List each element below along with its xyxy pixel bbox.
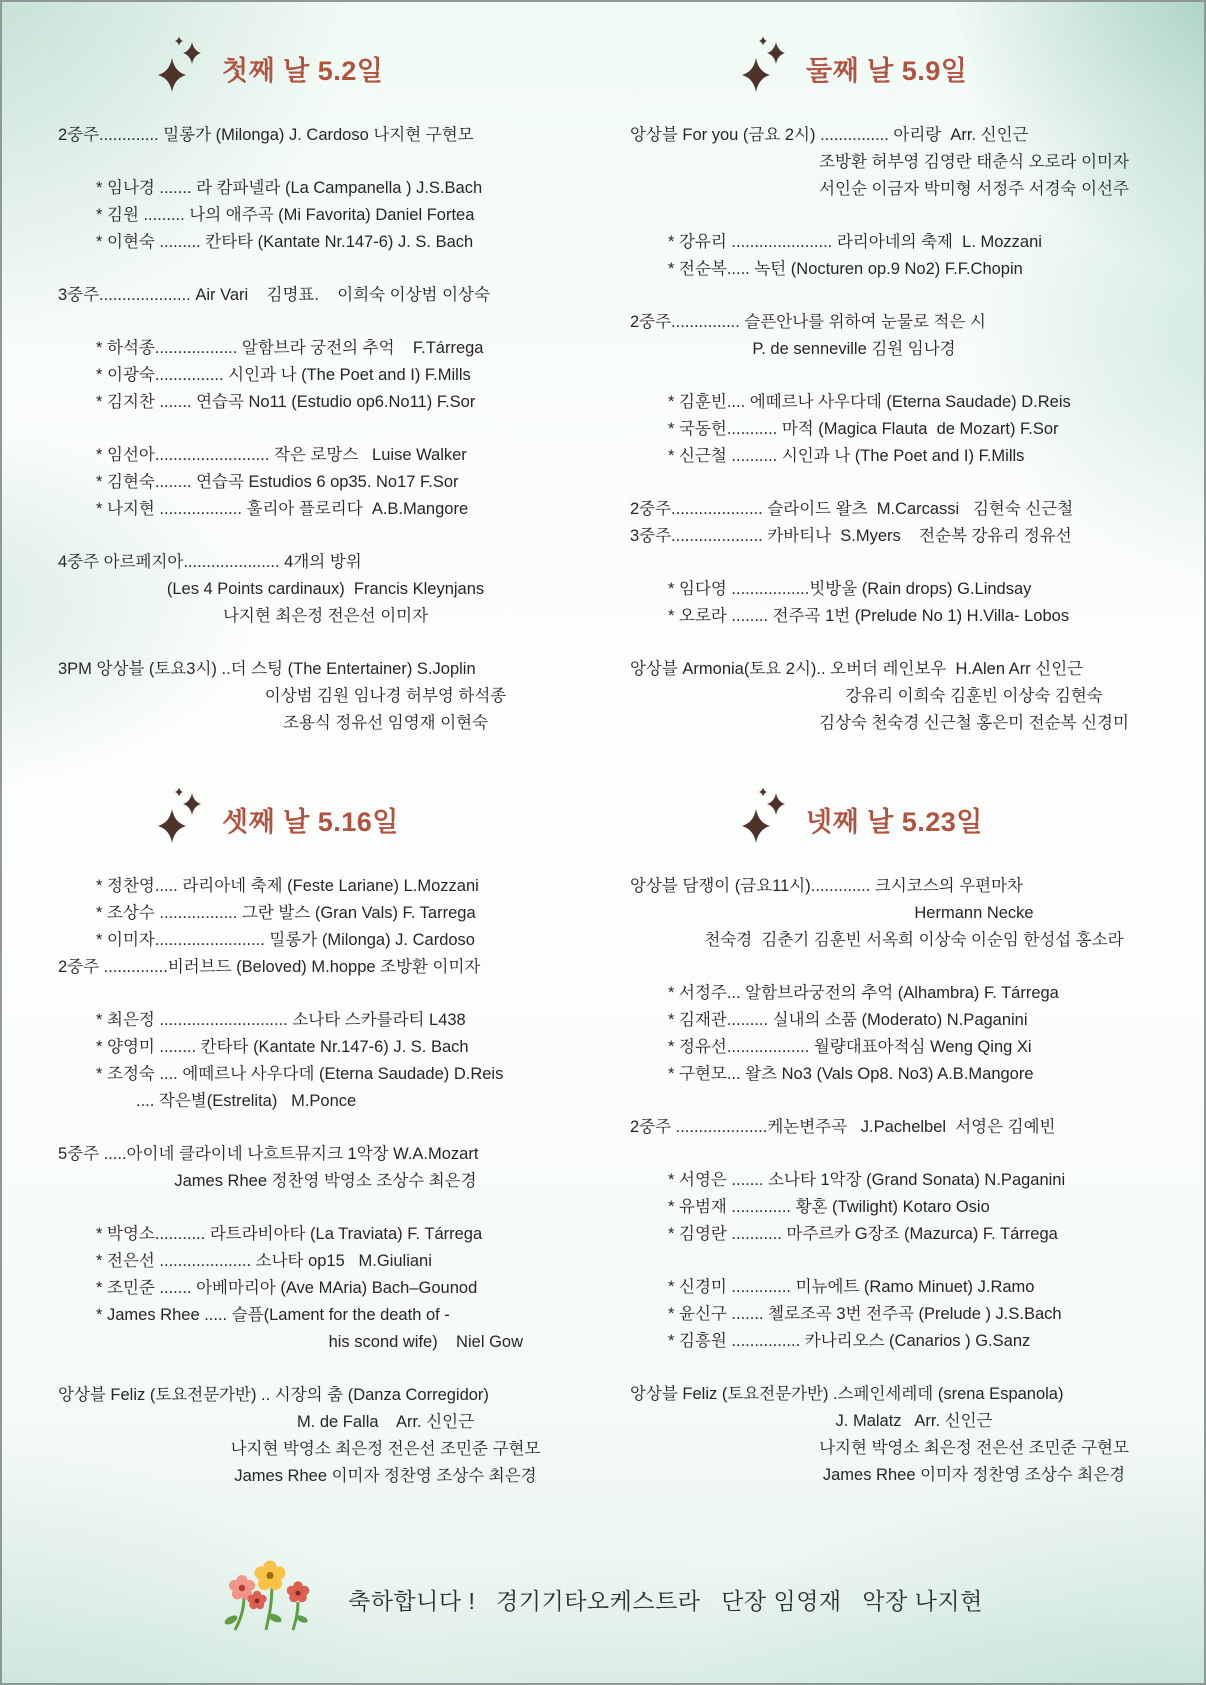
program-line: 이상범 김원 임나경 허부영 하석종: [264, 687, 507, 705]
program-line: * 조정숙 .... 에떼르나 사우다데 (Eterna Saudade) D.Reis: [96, 1065, 504, 1083]
program-line: James Rhee 이미자 정찬영 조상수 최은경: [234, 1467, 537, 1485]
program-line: 3중주.................... Air Vari 김명표. 이희숙 이상범 이상숙: [58, 286, 490, 304]
section-day-1: [2, 38, 603, 737]
program-line: 조방환 허부영 김영란 태춘식 오로라 이미자: [819, 153, 1129, 171]
program-line: * 서영은 ....... 소나타 1악장 (Grand Sonata) N.Paganini: [668, 1171, 1066, 1189]
program-line: * 윤신구 ....... 첼로조곡 3번 전주곡 (Prelude ) J.S.Bach: [668, 1305, 1062, 1323]
program-line: * 조민준 ....... 아베마리아 (Ave MAria) Bach–Gounod: [96, 1279, 478, 1297]
program-line: 3중주.................... 카바티나 S.Myers 전순복 강유리 정유선: [630, 527, 1072, 545]
footer: [224, 1560, 1204, 1639]
program-line: 앙상블 담쟁이 (금요11시)............. 크시코스의 우편마차: [630, 877, 1023, 895]
program-line: 강유리 이희숙 김훈빈 이상숙 김현숙: [845, 687, 1103, 705]
program-line: 앙상블 For you (금요 2시) ............... 아리랑 Arr. 신인근: [630, 126, 1029, 144]
section-title: 셋째 날 5.16일: [222, 806, 399, 837]
section-day-4: [603, 789, 1204, 1490]
program-line: * 양영미 ........ 칸타타 (Kantate Nr.147-6) J. S. Bach: [96, 1038, 469, 1056]
program-line: * 정유선.................. 월량대표아적심 Weng Qing Xi: [668, 1038, 1032, 1056]
program-line: * 조상수 ................. 그란 발스 (Gran Vals) F. Tarrega: [96, 904, 476, 922]
program-line: 나지현 최은정 전은선 이미자: [222, 607, 429, 625]
program-line: * 국동헌........... 마적 (Magica Flauta de Mozart) F.Sor: [668, 420, 1059, 438]
flowers-icon: [224, 1560, 328, 1639]
program-line: * 최은정 ............................ 소나타 스카를라티 L438: [96, 1011, 466, 1029]
program-line: * 신경미 ............. 미뉴에트 (Ramo Minuet) J.Ramo: [668, 1278, 1035, 1296]
program-line: James Rhee 정찬영 박영소 조상수 최은경: [174, 1172, 477, 1190]
program-line: 2중주............... 슬픈안나를 위하여 눈물로 적은 시: [630, 313, 986, 331]
sparkle-icon: [738, 787, 790, 852]
program-line: * 전순복..... 녹턴 (Nocturen op.9 No2) F.F.Chopin: [668, 260, 1023, 278]
section-title: 둘째 날 5.9일: [806, 55, 968, 86]
program-line: 2중주.................... 슬라이드 왈츠 M.Carcassi 김현숙 신근철: [630, 500, 1074, 518]
sparkle-icon: [738, 36, 790, 101]
program-line: * 하석종.................. 알함브라 궁전의 추억 F.Tárrega: [96, 339, 484, 357]
section-day-3: [2, 789, 603, 1490]
program-line: M. de Falla Arr. 신인근: [296, 1413, 475, 1431]
section-header: [738, 38, 1198, 98]
program-line: * 신근철 .......... 시인과 나 (The Poet and I) F.Mills: [668, 447, 1025, 465]
program-line: 천숙경 김춘기 김훈빈 서옥희 이상숙 이순임 한성섭 홍소라: [704, 931, 1124, 949]
section-title: 첫째 날 5.2일: [222, 55, 384, 86]
program-line: 김상숙 천숙경 신근철 홍은미 전순복 신경미: [819, 714, 1129, 732]
program-line: his scond wife) Niel Gow: [328, 1333, 523, 1351]
program-line: * 박영소........... 라트라비아타 (La Traviata) F. Tárrega: [96, 1225, 483, 1243]
sparkle-icon: [154, 787, 206, 852]
program-line: 2중주............. 밀롱가 (Milonga) J. Cardoso 나지현 구현모: [58, 126, 474, 144]
section-body: [630, 873, 1198, 1489]
program-line: 3PM 앙상블 (토요3시) ..더 스팅 (The Entertainer) S.Joplin: [58, 660, 476, 678]
program-line: * 김지찬 ....... 연습곡 No11 (Estudio op6.No11) F.Sor: [96, 393, 476, 411]
program-line: 2중주 ..............비러브드 (Beloved) M.hoppe 조방환 이미자: [58, 958, 481, 976]
program-grid: [2, 2, 1204, 1490]
program-line: * 임선아......................... 작은 로망스 Luise Walker: [96, 446, 467, 464]
program-line: * 이미자........................ 밀롱가 (Milonga) J. Cardoso: [96, 931, 475, 949]
program-line: * 김흥원 ............... 카나리오스 (Canarios ) G.Sanz: [668, 1332, 1031, 1350]
program-line: 5중주 .....아이네 클라이네 나흐트뮤지크 1악장 W.A.Mozart: [58, 1145, 479, 1163]
section-day-2: [603, 38, 1204, 737]
program-line: .... 작은별(Estrelita) M.Ponce: [136, 1092, 357, 1110]
program-line: * 오로라 ........ 전주곡 1번 (Prelude No 1) H.Villa- Lobos: [668, 607, 1070, 625]
congrats-text: 축하합니다 ! 경기기타오케스트라 단장 임영재 악장 나지현: [348, 1588, 983, 1614]
program-line: 나지현 박영소 최은정 전은선 조민준 구현모: [819, 1439, 1129, 1457]
program-line: * 이광숙............... 시인과 나 (The Poet and I) F.Mills: [96, 366, 471, 384]
section-body: [58, 122, 593, 737]
section-title: 넷째 날 5.23일: [806, 806, 983, 837]
program-line: * 나지현 .................. 훌리아 플로리다 A.B.Mangore: [96, 500, 469, 518]
program-line: * 김훈빈.... 에떼르나 사우다데 (Eterna Saudade) D.Reis: [668, 393, 1071, 411]
program-line: P. de senneville 김원 임나경: [752, 340, 956, 358]
section-body: [58, 873, 593, 1490]
section-header: [154, 38, 593, 98]
program-line: 나지현 박영소 최은정 전은선 조민준 구현모: [230, 1440, 541, 1458]
program-line: 2중주 ....................케논변주곡 J.Pachelbel 서영은 김예빈: [630, 1118, 1056, 1136]
program-line: 앙상블 Feliz (토요전문가반) .. 시장의 춤 (Danza Corregidor): [58, 1386, 489, 1404]
sparkle-icon: [154, 36, 206, 101]
program-line: 조용식 정유선 임영재 이현숙: [282, 714, 489, 732]
program-line: * 김재관......... 실내의 소품 (Moderato) N.Paganini: [668, 1011, 1028, 1029]
program-line: James Rhee 이미자 정찬영 조상수 최은경: [822, 1466, 1126, 1484]
section-header: [738, 789, 1198, 849]
program-line: * 이현숙 ......... 칸타타 (Kantate Nr.147-6) J. S. Bach: [96, 233, 474, 251]
program-line: * 정찬영..... 라리아네 축제 (Feste Lariane) L.Mozzani: [96, 877, 479, 895]
section-header: [154, 789, 593, 849]
program-line: (Les 4 Points cardinaux) Francis Kleynjans: [166, 580, 485, 598]
program-line: * 김영란 ........... 마주르카 G장조 (Mazurca) F. Tárrega: [668, 1225, 1058, 1243]
program-line: J. Malatz Arr. 신인근: [835, 1412, 993, 1430]
program-line: * 전은선 .................... 소나타 op15 M.Giuliani: [96, 1252, 432, 1270]
program-line: 앙상블 Feliz (토요전문가반) .스페인세레데 (srena Espanola): [630, 1385, 1064, 1403]
program-line: 서인순 이금자 박미형 서정주 서경숙 이선주: [819, 180, 1129, 198]
program-line: Hermann Necke: [914, 904, 1034, 922]
program-line: 앙상블 Armonia(토요 2시).. 오버더 레인보우 H.Alen Arr 신인근: [630, 660, 1084, 678]
section-body: [630, 122, 1198, 737]
program-line: * 김현숙........ 연습곡 Estudios 6 op35. No17 F.Sor: [96, 473, 459, 491]
program-line: * 유범재 ............. 황혼 (Twilight) Kotaro Osio: [668, 1198, 990, 1216]
program-line: * 임다영 .................빗방울 (Rain drops) G.Lindsay: [668, 580, 1032, 598]
program-line: * 서정주... 알함브라궁전의 추억 (Alhambra) F. Tárrega: [668, 984, 1059, 1002]
program-line: * 김원 ......... 나의 애주곡 (Mi Favorita) Daniel Fortea: [96, 206, 475, 224]
program-line: * James Rhee ..... 슬픔(Lament for the death of -: [96, 1306, 450, 1324]
program-line: * 구현모... 왈츠 No3 (Vals Op8. No3) A.B.Mangore: [668, 1065, 1034, 1083]
program-line: * 임나경 ....... 라 캄파넬라 (La Campanella ) J.S.Bach: [96, 179, 483, 197]
program-line: * 강유리 ...................... 라리아네의 축제 L. Mozzani: [668, 233, 1042, 251]
program-line: 4중주 아르페지아..................... 4개의 방위: [58, 553, 362, 571]
